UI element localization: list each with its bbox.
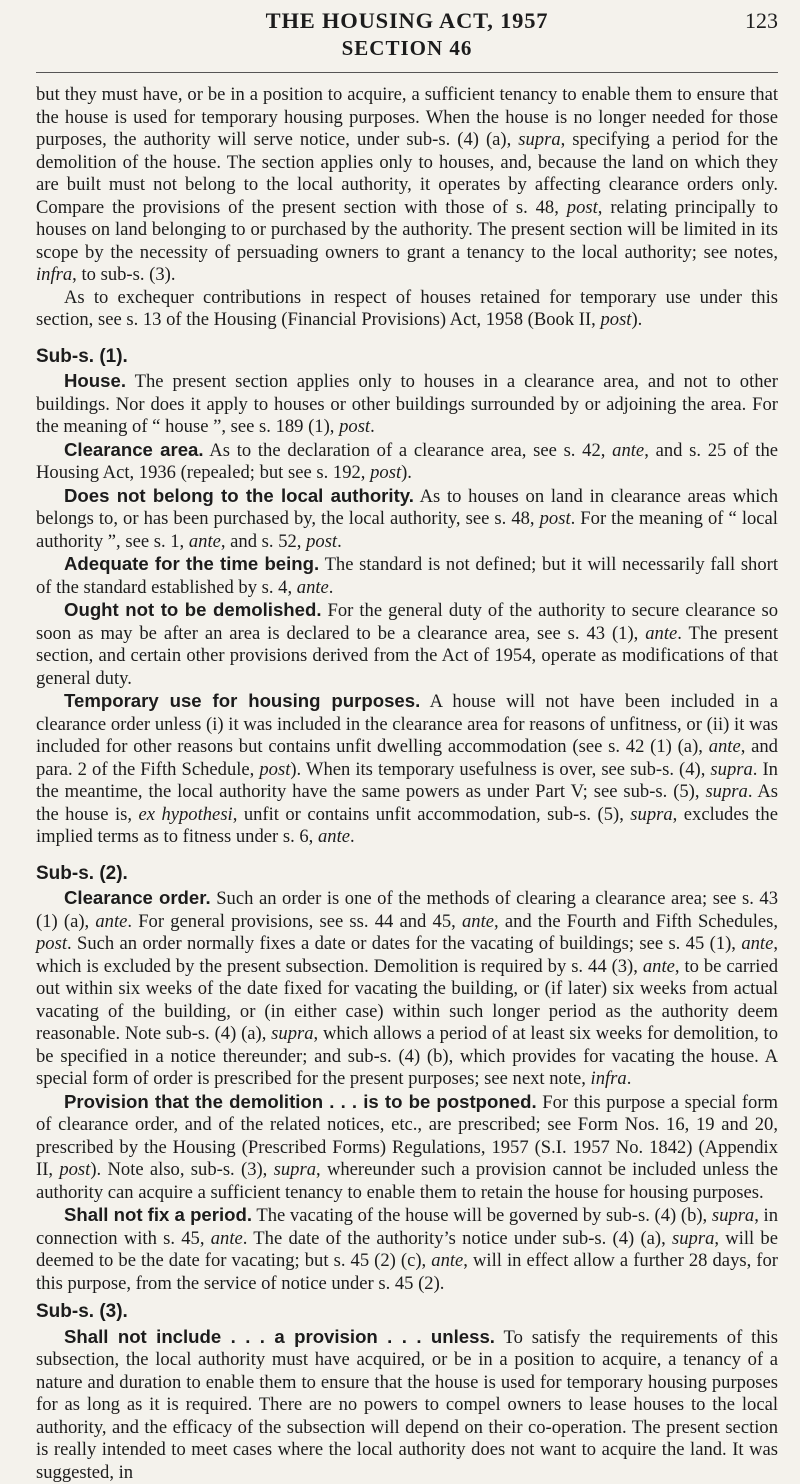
subsection-notes-1 [36, 370, 778, 849]
note-keyword: House. [64, 370, 126, 391]
italic-reference: supra [705, 781, 747, 802]
subsection-notes-3 [36, 1326, 778, 1484]
annotation-note [36, 1326, 778, 1484]
subsection-heading-1: Sub-s. (1). [36, 346, 778, 369]
italic-reference: infra [36, 264, 72, 285]
note-keyword: Provision that the demolition . . . is to be postponed. [64, 1091, 537, 1112]
annotation-note [36, 599, 778, 690]
note-text: As to houses on land in clearance areas which belongs to, or has been purchased by, the local authority, see s. 48, post. For the meaning of “ local authority ”, see s. 1, ante, and s. 52, post. [36, 486, 778, 552]
italic-reference: infra [591, 1068, 627, 1089]
italic-reference: ante [741, 933, 773, 954]
italic-reference: post [339, 416, 370, 437]
note-keyword: Adequate for the time being. [64, 553, 319, 574]
italic-reference: supra [712, 1205, 754, 1226]
note-keyword: Shall not fix a period. [64, 1204, 252, 1225]
annotation-note [36, 553, 778, 599]
subsection-heading-2: Sub-s. (2). [36, 863, 778, 886]
italic-reference: supra [274, 1159, 316, 1180]
italic-reference: ante [645, 623, 677, 644]
italic-reference: ante [189, 531, 221, 552]
page-header [36, 0, 778, 84]
running-title: THE HOUSING ACT, 1957 [36, 8, 778, 34]
italic-reference: post [306, 531, 337, 552]
note-text: The present section applies only to houses in a clearance area, and not to other buildings. Nor does it apply to houses or other buildings surrounded by or adjoining the area. For the meaning of “ house ”, see s. 189 (1), post. [36, 371, 778, 437]
italic-reference: ante [612, 440, 644, 461]
note-keyword: Clearance order. [64, 887, 211, 908]
italic-reference: ante [297, 577, 329, 598]
note-text: To satisfy the requirements of this subsection, the local authority must have acquired, or be in a position to acquire, a tenancy of a nature and duration to enable them to ensure that the house is used for temporary housing purposes for as long as it is required. There are no powers to compel owners to lease houses to the local authority, and the efficacy of the subsection will depend on their co-operation. The present section is really intended to meet cases where the local authority does not want to acquire the land. It was suggested, in [36, 1327, 778, 1483]
annotation-note [36, 439, 778, 485]
italic-reference: supra [710, 759, 752, 780]
italic-reference: supra [518, 129, 560, 150]
intro-paragraph: but they must have, or be in a position to acquire, a sufficient tenancy to enable them to ensure that the house is used for temporary housing purposes. When the house is no longer needed for those purposes, the authority will serve notice, under sub-s. (4) (a), supra, specifying a period for the demolition of the house. The section applies only to houses, and, because the land on which they are built must not belong to the local authority, it operates by affecting clearance orders only. Compare the provisions of the present section with those of s. 48, post, relating principally to houses on land belonging to or purchased by the authority. The present section will be limited in its scope by the necessity of persuading owners to grant a tenancy to the local authority; see notes, infra, to sub-s. (3). [36, 84, 778, 287]
note-text: The standard is not defined; but it will necessarily fall short of the standard established by s. 4, ante. [36, 554, 778, 598]
note-text: A house will not have been included in a clearance order unless (i) it was included in the clearance area for reasons of unfitness, or (ii) it was included for other reasons but contains unfit dwelling accommodation (see s. 42 (1) (a), ante, and para. 2 of the Fifth Schedule, post). When its temporary usefulness is over, see sub-s. (4), supra. In the meantime, the local authority have the same powers as under Part V; see sub-s. (5), supra. As the house is, ex hypothesi, unfit or contains unfit accommodation, sub-s. (5), supra, excludes the implied terms as to fitness under s. 6, ante. [36, 691, 778, 847]
annotation-note [36, 887, 778, 1091]
note-keyword: Shall not include . . . a provision . . . unless. [64, 1326, 495, 1347]
italic-reference: post [370, 462, 401, 483]
italic-reference: supra [672, 1228, 714, 1249]
italic-reference: post [567, 197, 598, 218]
italic-reference: supra [630, 804, 672, 825]
note-keyword: Temporary use for housing purposes. [64, 690, 420, 711]
section-heading: SECTION 46 [36, 36, 778, 61]
note-text: For this purpose a special form of clearance order, and of the related notices, etc., are prescribed; see Form Nos. 16, 19 and 20, prescribed by the Housing (Prescribed Forms) Regulations, 1957 (S.I. 1957 No. 1842) (Appendix II, post). Note also, sub-s. (3), supra, whereunder such a provision cannot be included unless the authority can acquire a sufficient tenancy to enable them to retain the house for housing purposes. [36, 1092, 778, 1203]
italic-reference: ante [462, 911, 494, 932]
italic-reference: post [36, 933, 67, 954]
italic-reference: ante [95, 911, 127, 932]
note-text: The vacating of the house will be governed by sub-s. (4) (b), supra, in connection with s. 45, ante. The date of the authority’s notice under sub-s. (4) (a), supra, will be deemed to be the date for vacating; but s. 45 (2) (c), ante, will in effect allow a further 28 days, for this purpose, from the service of notice under s. 45 (2). [36, 1205, 778, 1294]
annotation-note [36, 485, 778, 554]
italic-reference: post [600, 309, 631, 330]
annotation-note [36, 1091, 778, 1205]
italic-reference: ante [211, 1228, 243, 1249]
italic-reference: ante [431, 1250, 463, 1271]
italic-reference: ante [318, 826, 350, 847]
annotation-note [36, 690, 778, 849]
page-number: 123 [745, 8, 778, 34]
exchequer-paragraph: As to exchequer contributions in respect of houses retained for temporary use under this section, see s. 13 of the Housing (Financial Provisions) Act, 1958 (Book II, post). [36, 287, 778, 332]
note-keyword: Clearance area. [64, 439, 204, 460]
subsection-notes-2 [36, 887, 778, 1295]
annotation-note [36, 370, 778, 439]
italic-reference: ante [643, 956, 675, 977]
commentary-body [36, 84, 778, 1484]
note-text: As to the declaration of a clearance area, see s. 42, ante, and s. 25 of the Housing Act, 1936 (repealed; but see s. 192, post). [36, 440, 778, 484]
header-rule [36, 72, 778, 73]
subsection-heading-3: Sub-s. (3). [36, 1301, 778, 1324]
annotation-note [36, 1204, 778, 1295]
italic-reference: post [59, 1159, 90, 1180]
note-text: For the general duty of the authority to secure clearance so soon as may be after an area is declared to be a clearance area, see s. 43 (1), ante. The present section, and certain other provisions derived from the Act of 1954, operate as modifications of that general duty. [36, 600, 778, 689]
italic-reference: ex hypothesi [139, 804, 233, 825]
italic-reference: supra [271, 1023, 313, 1044]
note-text: Such an order is one of the methods of clearing a clearance area; see s. 43 (1) (a), ante. For general provisions, see ss. 44 and 45, ante, and the Fourth and Fifth Schedules, post. Such an order normally fixes a date or dates for the vacating of buildings; see s. 45 (1), ante, which is excluded by the present subsection. Demolition is required by s. 44 (3), ante, to be carried out within six weeks of the date fixed for vacating the building, or (if later) six weeks from actual vacating of the building, or (in either case) within such longer period as the authority deem reasonable. Note sub-s. (4) (a), supra, which allows a period of at least six weeks for demolition, to be specified in a notice thereunder; and sub-s. (4) (b), which provides for vacating the house. A special form of order is prescribed for the present purposes; see next note, infra. [36, 888, 778, 1089]
note-keyword: Does not belong to the local authority. [64, 485, 414, 506]
italic-reference: post [259, 759, 290, 780]
note-keyword: Ought not to be demolished. [64, 599, 322, 620]
italic-reference: post [540, 508, 571, 529]
italic-reference: ante [709, 736, 741, 757]
